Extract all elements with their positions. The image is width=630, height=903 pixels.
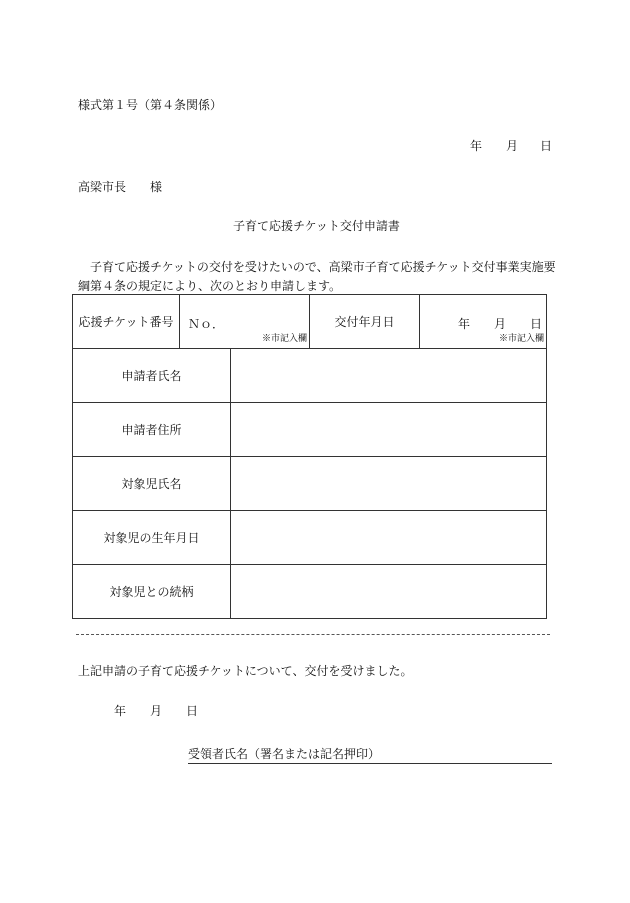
- form-number: 様式第１号（第４条関係）: [78, 98, 223, 112]
- relationship-field[interactable]: [231, 565, 547, 619]
- ticket-number-prefix: Ｎｏ．: [188, 317, 225, 331]
- child-birthdate-field[interactable]: [231, 511, 547, 565]
- header-date-month: 月: [506, 139, 519, 153]
- recipient-signature-line[interactable]: [188, 745, 552, 764]
- row-label: 申請者氏名: [73, 349, 231, 403]
- child-name-field[interactable]: [231, 457, 547, 511]
- ticket-number-field[interactable]: [180, 295, 310, 349]
- row-label: 対象児の生年月日: [73, 511, 231, 565]
- issue-date-value: 年 月 日: [458, 317, 543, 331]
- ticket-number-label: 応援チケット番号: [73, 295, 180, 349]
- document-title: 子育て応援チケット交付申請書: [233, 219, 400, 233]
- recipient-label: 受領者氏名（署名または記名押印）: [188, 747, 381, 761]
- application-table: [72, 294, 547, 619]
- row-label: 対象児氏名: [73, 457, 231, 511]
- row-label: 対象児との続柄: [73, 565, 231, 619]
- applicant-address-field[interactable]: [231, 403, 547, 457]
- receipt-text: 上記申請の子育て応援チケットについて、交付を受けました。: [78, 664, 413, 678]
- intro-line-2: 綱第４条の規定により、次のとおり申請します。: [78, 279, 342, 293]
- issue-date-field[interactable]: [420, 295, 547, 349]
- applicant-name-field[interactable]: [231, 349, 547, 403]
- cut-line: [76, 634, 550, 635]
- city-note: ※市記入欄: [261, 334, 307, 344]
- intro-line-1: 子育て応援チケットの交付を受けたいので、高梁市子育て応援チケット交付事業実施要: [78, 260, 556, 274]
- header-date-day: 日: [540, 139, 553, 153]
- row-label: 申請者住所: [73, 403, 231, 457]
- header-date-year: 年: [470, 139, 483, 153]
- city-note: ※市記入欄: [498, 334, 544, 344]
- issue-date-label: 交付年月日: [310, 295, 420, 349]
- receipt-date: 年 月 日: [114, 704, 199, 718]
- addressee: 高梁市長 様: [78, 180, 163, 194]
